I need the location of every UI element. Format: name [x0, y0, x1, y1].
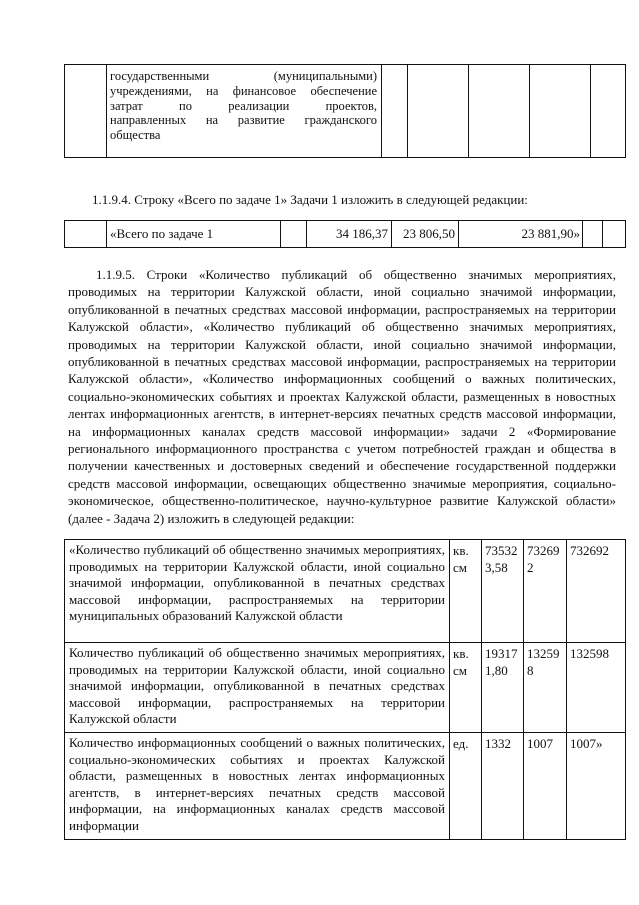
empty-cell	[583, 221, 603, 248]
empty-cell	[281, 221, 307, 248]
value-line: 1332	[485, 736, 511, 751]
value-line: 2	[527, 559, 534, 575]
top-table-description	[107, 65, 382, 158]
indicator-value-3: 132598	[567, 643, 626, 733]
indicator-value-2	[524, 540, 567, 643]
indicator-value-2	[524, 643, 567, 733]
indicator-description: Количество информационных сообщений о важных политических, социально-экономических событиях и проектах Калужской области, размещенных в новостных лентах информационных агентств, в интернет-версиях печатных средств массовой информации, на информационных каналах средств массовой информации	[65, 733, 450, 840]
desc-line: направленных на развитие гражданского	[110, 113, 377, 128]
desc-line: общества	[110, 128, 161, 143]
empty-cell	[65, 65, 107, 158]
total-value-3: 23 881,90»	[459, 221, 583, 248]
table-row	[65, 643, 626, 733]
indicator-value-3: 1007»	[567, 733, 626, 840]
value-line: 13259	[527, 646, 560, 661]
top-table	[64, 64, 626, 158]
desc-line: учреждениями, на финансовое обеспечение	[110, 83, 377, 98]
empty-cell	[591, 65, 626, 158]
value-line: 73532	[485, 543, 518, 558]
total-value-2: 23 806,50	[392, 221, 459, 248]
indicators-table	[64, 539, 626, 840]
value-line: 1,80	[485, 662, 508, 678]
indicator-value-1	[482, 643, 524, 733]
table-row	[65, 540, 626, 643]
unit-line: см	[453, 662, 467, 678]
value-line: 19317	[485, 646, 518, 661]
total-label: «Всего по задаче 1	[107, 221, 281, 248]
indicator-unit	[450, 643, 482, 733]
value-line: 73269	[527, 543, 560, 558]
indicator-value-1	[482, 733, 524, 840]
indicator-description: «Количество публикаций об общественно значимых мероприятиях, проводимых на территории Калужской области, иной социально значимой информации, опубликованной в печатных средствах массовой информации, распространяемых на территории муниципальных образований Калужской области	[65, 540, 450, 643]
indicator-value-2	[524, 733, 567, 840]
total-value-1: 34 186,37	[307, 221, 392, 248]
table-row	[65, 733, 626, 840]
indicator-unit	[450, 733, 482, 840]
empty-cell	[530, 65, 591, 158]
indicator-value-3: 732692	[567, 540, 626, 643]
indicator-description: Количество публикаций об общественно значимых мероприятиях, проводимых на территории Калужской области, иной социально значимой информации, опубликованной в печатных средствах массовой информации, распространяемых на территории Калужской области	[65, 643, 450, 733]
indicator-value-1	[482, 540, 524, 643]
desc-line: государственными (муниципальными)	[110, 69, 377, 83]
empty-cell	[469, 65, 530, 158]
value-line: 8	[527, 662, 534, 678]
empty-cell	[603, 221, 626, 248]
empty-cell	[65, 221, 107, 248]
indicator-unit	[450, 540, 482, 643]
section-1194-text: 1.1.9.4. Строку «Всего по задаче 1» Задачи 1 изложить в следующей редакции:	[92, 192, 528, 207]
unit-line: см	[453, 559, 467, 575]
value-line: 3,58	[485, 559, 508, 575]
desc-line: затрат по реализации проектов,	[110, 98, 377, 113]
total-row-table	[64, 220, 626, 248]
value-line: 1007	[527, 736, 553, 751]
empty-cell	[408, 65, 469, 158]
empty-cell	[382, 65, 408, 158]
unit-line: кв.	[453, 543, 469, 558]
section-1195-text: 1.1.9.5. Строки «Количество публикаций об общественно значимых мероприятиях, проводимых на территории Калужской области, иной социально значимой информации, опубликованной в печатных средствах массовой информации, распространяемых на территории Калужской области», «Количество публикаций об общественно значимых мероприятиях, проводимых на территории Калужской области, иной социально значимой информации, опубликованной в печатных средствах массовой информации, распространяемых на территории Калужской области», «Количество информационных сообщений о важных политических, социально-экономических событиях и проектах Калужской области, размещенных в новостных лентах информационных агентств, в интернет-версиях печатных средств массовой информации, на информационных каналах средств массовой информации» задачи 2 «Формирование регионального информационного пространства с учетом потребностей граждан и общества в получении качественных и достоверных сведений и обеспечение государственной поддержки средств массовой информации, освещающих общественно значимые мероприятия, социально-экономическое, общественно-политическое, научно-культурное развитие Калужской области» (далее - Задача 2) изложить в следующей редакции:	[68, 267, 616, 526]
unit-line: кв.	[453, 646, 469, 661]
unit-line: ед.	[453, 736, 469, 751]
